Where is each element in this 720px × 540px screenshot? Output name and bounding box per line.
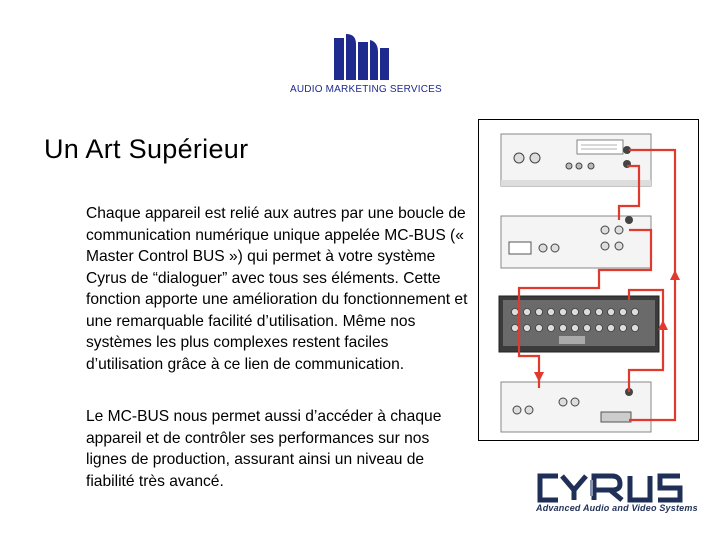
mc-bus-cable-loop — [519, 150, 675, 420]
component-unit-3 — [499, 296, 659, 352]
mc-bus-diagram-drawing — [479, 120, 697, 439]
mc-bus-diagram — [478, 119, 699, 441]
component-unit-2 — [501, 216, 651, 268]
component-unit-1 — [501, 134, 651, 186]
body-paragraph-2: Le MC-BUS nous permet aussi d’accéder à chaque appareil et de contrôler ses performances sur nos lignes de production, assurant ainsi un niveau de fiabilité très avancé. — [86, 408, 442, 490]
cyrus-tagline: Advanced Audio and Video Systems — [536, 503, 698, 513]
logo-caption: AUDIO MARKETING SERVICES — [290, 84, 442, 95]
body-paragraph-1: Chaque appareil est relié aux autres par une boucle de communication numérique unique appelée MC-BUS (« Master Control BUS ») qui permet à votre système Cyrus de “dialoguer” avec tous ses éléments. Cette fonction apporte une amélioration du fonctionnement et une remarquable facilité d’utilisation. Même nos systèmes les plus complexes restent faciles d’utilisation grâce à ce lien de communication. — [86, 205, 468, 373]
slide-title: Un Art Supérieur — [44, 134, 249, 164]
